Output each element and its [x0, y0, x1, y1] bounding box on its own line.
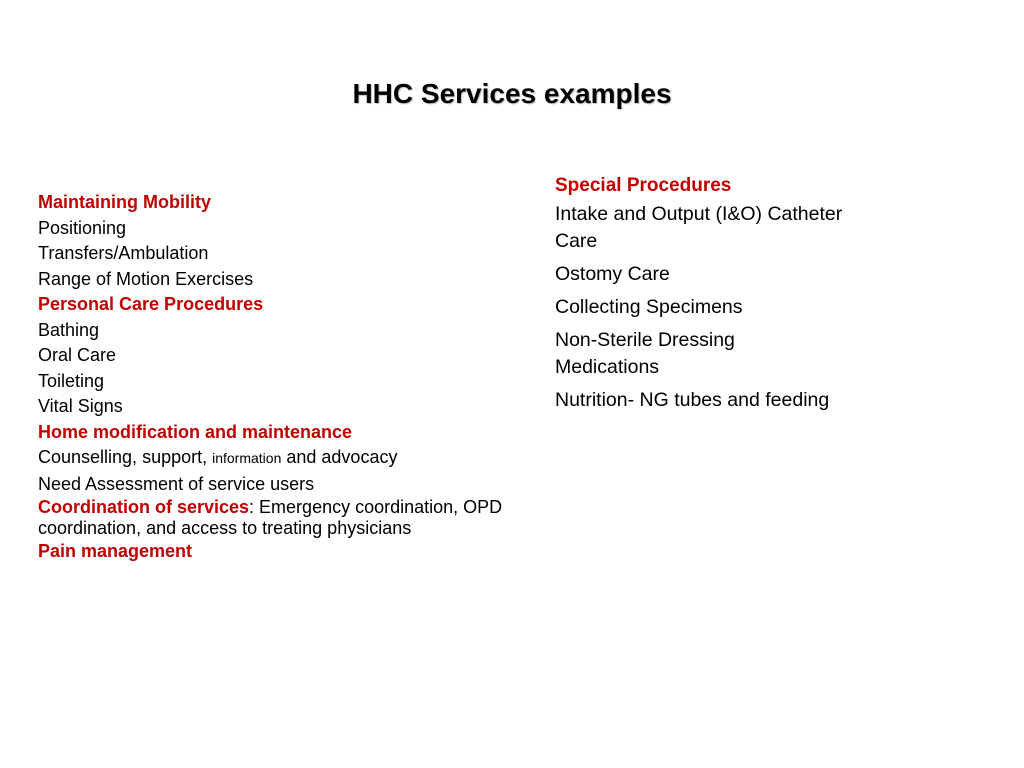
list-item: Oral Care — [38, 345, 117, 365]
list-item-counselling — [38, 445, 508, 472]
list-item: Collecting Specimens — [555, 296, 743, 318]
section-heading-personal-care: Personal Care Procedures — [38, 294, 264, 314]
section-heading-pain: Pain management — [38, 541, 193, 561]
counselling-text-part1: Counselling, support, — [38, 447, 213, 467]
counselling-text-part2: and advocacy — [281, 447, 398, 467]
list-item-coordination — [38, 497, 508, 539]
section-heading-coordination: Coordination of services — [38, 497, 250, 517]
list-item: Transfers/Ambulation — [38, 243, 209, 263]
list-item: Range of Motion Exercises — [38, 268, 254, 289]
section-heading-special-procedures: Special Procedures — [555, 175, 732, 196]
list-item: Non-Sterile Dressing Medications — [555, 329, 735, 378]
list-item: Vital Signs — [38, 396, 123, 416]
list-item: Need Assessment of service users — [38, 473, 315, 494]
section-heading-home-modification: Home modification and maintenance — [38, 421, 353, 442]
list-item: Bathing — [38, 319, 100, 340]
list-item: Positioning — [38, 217, 127, 238]
slide-title: HHC Services examples — [352, 78, 672, 109]
list-item: Intake and Output (I&O) Catheter Care — [555, 203, 843, 252]
right-column — [555, 172, 885, 420]
list-item: Nutrition- NG tubes and feeding — [555, 389, 830, 411]
coordination-text: : Emergency coordination, OPD coordination, and access to treating physicians — [38, 497, 503, 538]
list-item: Toileting — [38, 370, 105, 391]
section-heading-mobility: Maintaining Mobility — [38, 192, 211, 212]
counselling-text-small: information — [212, 450, 282, 466]
list-item: Ostomy Care — [555, 263, 670, 285]
left-column — [38, 190, 508, 565]
